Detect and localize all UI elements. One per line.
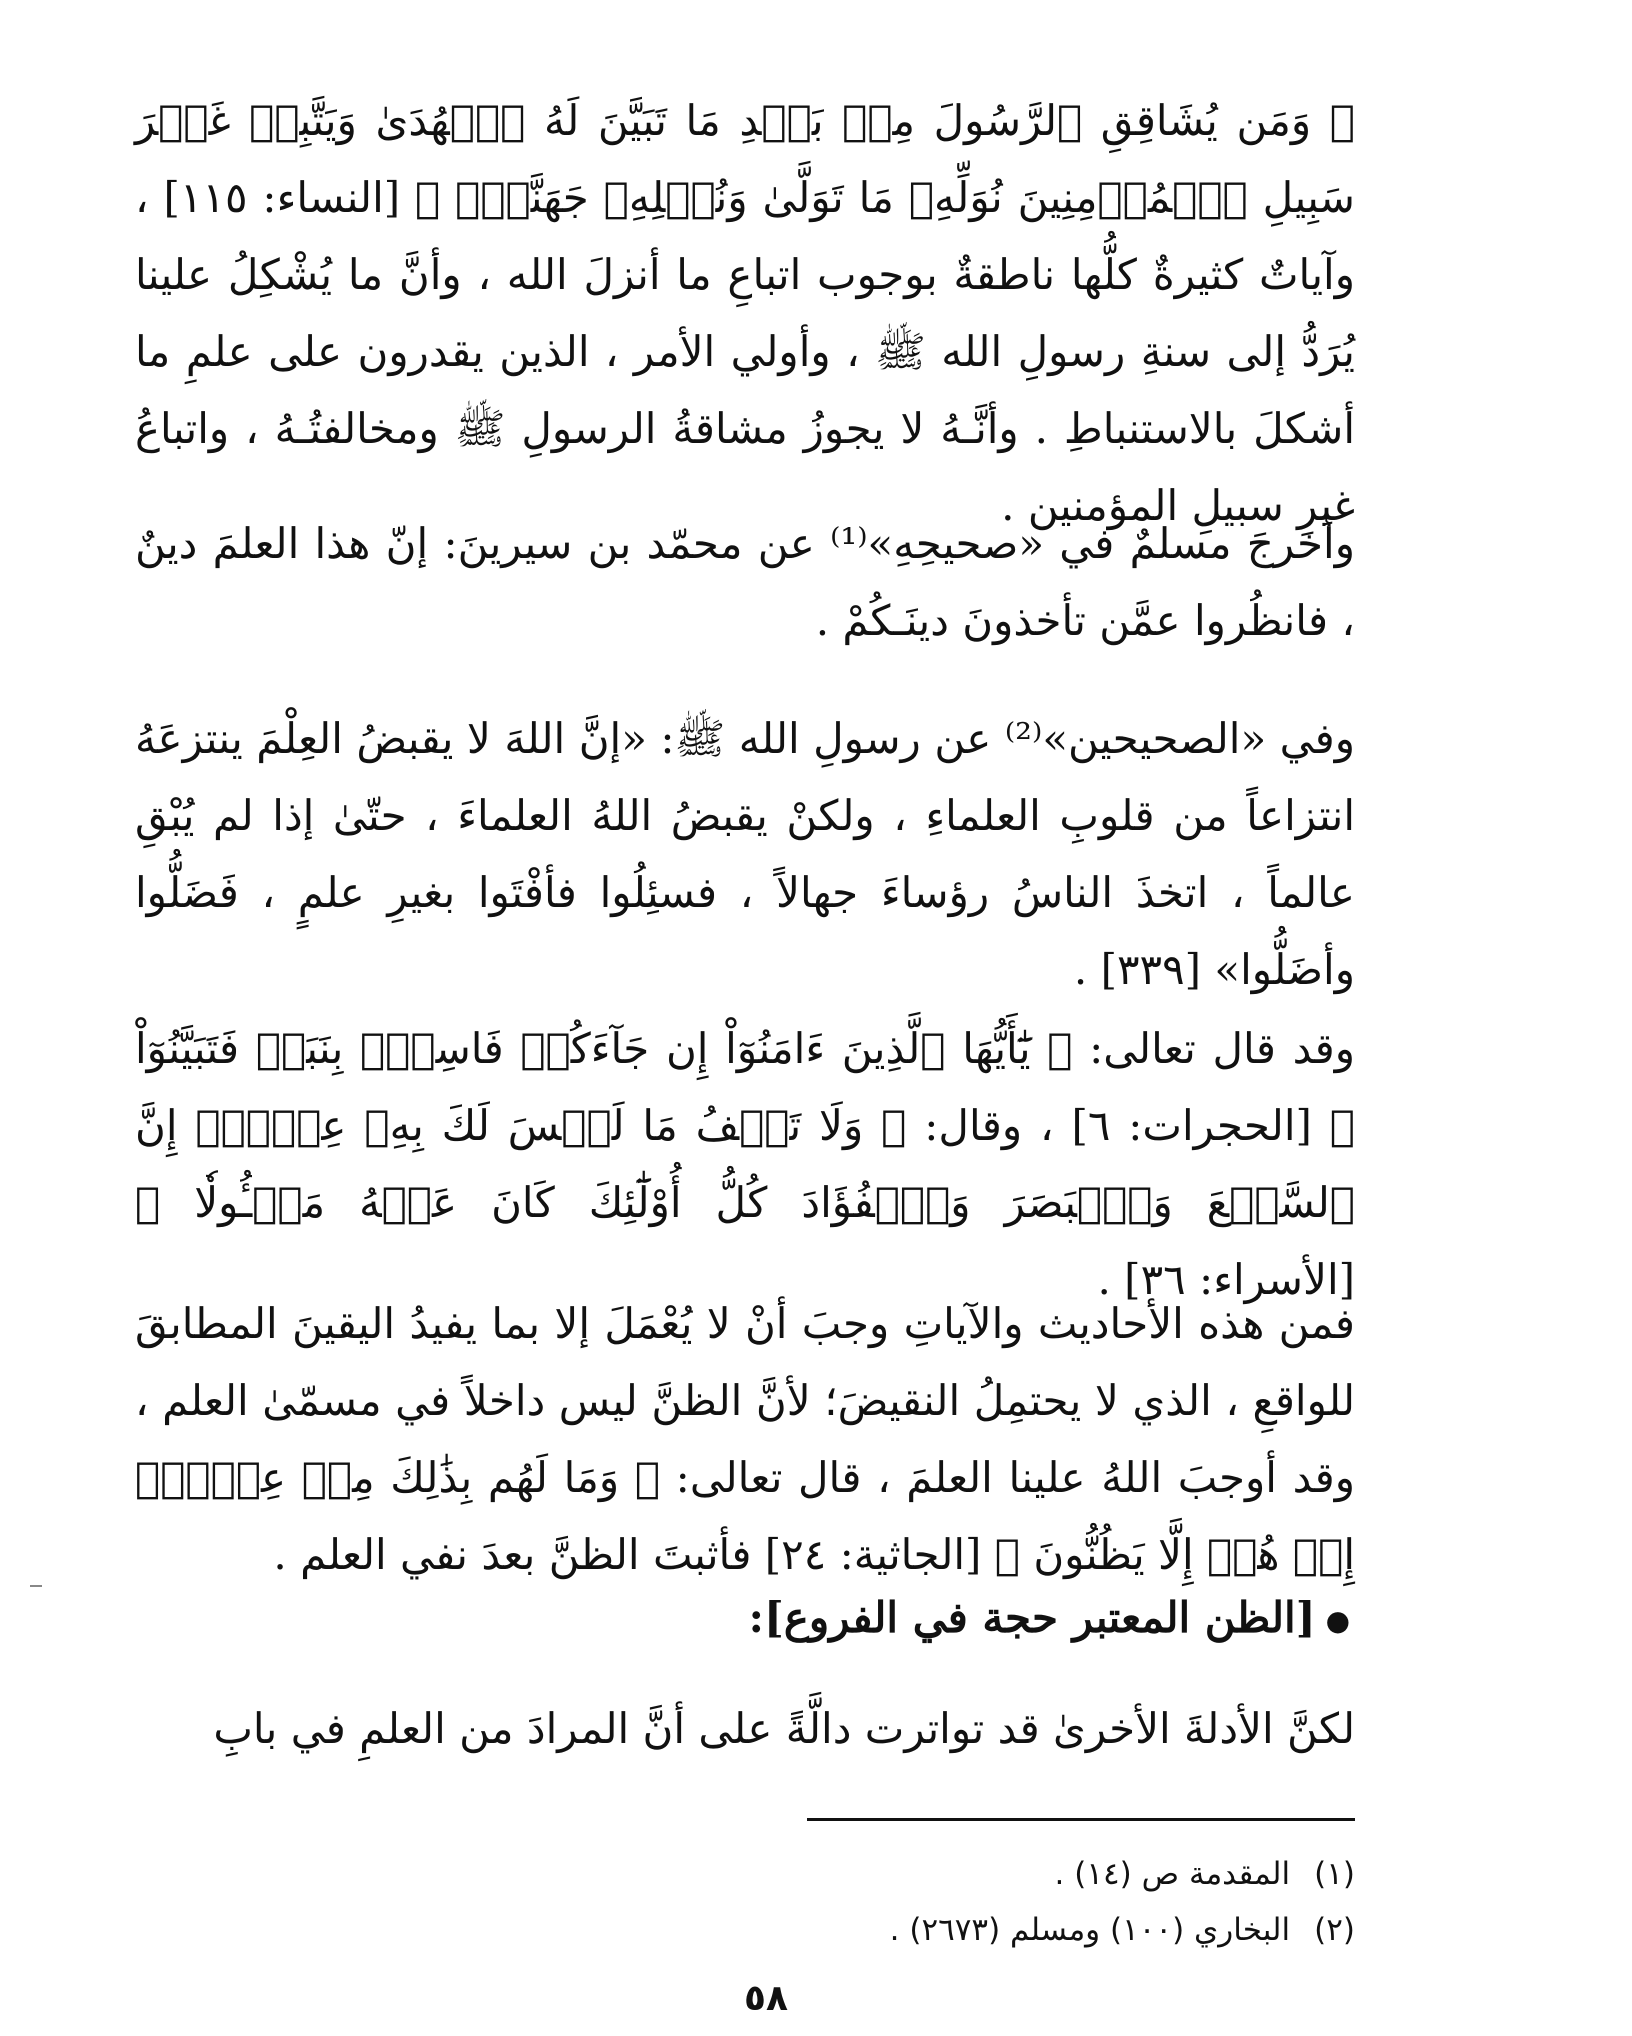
paragraph-continuation: لكنَّ الأدلةَ الأخرىٰ قد تواترت دالَّةً على أنَّ المرادَ من العلمِ في بابِ bbox=[213, 1704, 1355, 1753]
bullet-icon: ● bbox=[1325, 1604, 1350, 1637]
footnote-number: (١) bbox=[1314, 1856, 1355, 1892]
paragraph-quran-verses-hujurat-isra: وقد قال تعالى: ﴿ يَٰٓأَيُّهَا ٱلَّذِينَ ءَامَنُوٓاْ إِن جَآءَكُمۡ فَاسِقُۢ بِنَبَإٖ فَتَبَيَّنُوٓاْ ﴾ [الحجرات: ٦] ، وقال: ﴿ وَلَا تَقۡفُ مَا لَيۡسَ لَكَ بِهِۦ عِلۡمٌۚ إِنَّ ٱلسَّمۡعَ وَٱلۡبَصَرَ وَٱلۡفُؤَادَ كُلُّ أُوْلَٰٓئِكَ كَانَ عَنۡهُ مَسۡـُٔولٗا ﴾ [الأسراء: ٣٦] . bbox=[135, 1024, 1355, 1304]
section-heading-text: [الظن المعتبر حجة في الفروع]: bbox=[748, 1593, 1316, 1642]
section-heading bbox=[749, 1588, 1351, 1651]
footnote-text: البخاري (١٠٠) ومسلم (٢٦٧٣) . bbox=[889, 1912, 1291, 1948]
page-number: ٥٨ bbox=[744, 1978, 788, 2019]
footnotes bbox=[890, 1846, 1355, 1958]
paragraph-certainty-and-conjecture: فمن هذه الأحاديث والآياتِ وجبَ أنْ لا يُعْمَلَ إلا بما يفيدُ اليقينَ المطابقَ للواقعِ ، الذي لا يحتمِلُ النقيضَ؛ لأنَّ الظنَّ ليس داخلاً في مسمّىٰ العلم ، وقد أوجبَ اللهُ علينا العلمَ ، قال تعالى: ﴿ وَمَا لَهُم بِذَٰلِكَ مِنۡ عِلۡمٍۖ إِنۡ هُمۡ إِلَّا يَظُنُّونَ ﴾ [الجاثية: ٢٤] فأثبتَ الظنَّ بعدَ نفي العلم . bbox=[135, 1299, 1355, 1579]
footnote-item bbox=[890, 1846, 1355, 1902]
paragraph-hadith-knowledge: وفي «الصحيحين»⁽²⁾ عن رسولِ الله ﷺ: «إنَّ اللهَ لا يقبضُ العِلْمَ ينتزعَهُ انتزاعاً من قلوبِ العلماءِ ، ولكنْ يقبضُ اللهُ العلماءَ ، حتّىٰ إذا لم يُبْقِ عالماً ، اتخذَ الناسُ رؤساءَ جهالاً ، فسئِلُوا فأفْتَوا بغيرِ علمٍ ، فَضَلُّوا وأضَلُّوا» [٣٣٩] . bbox=[135, 714, 1355, 994]
footnote-text: المقدمة ص (١٤) . bbox=[1054, 1856, 1291, 1892]
paragraph-muslim-narration: وأخرجَ مسلمٌ في «صحيحِهِ»⁽¹⁾ عن محمّد بن سيرينَ: إنّ هذا العلمَ دينٌ ، فانظُروا عمَّن تأخذونَ دينَـكُمْ . bbox=[135, 519, 1355, 645]
margin-mark bbox=[30, 1585, 42, 1587]
paragraph-quran-verse-nisa: ﴿ وَمَن يُشَاقِقِ ٱلرَّسُولَ مِنۢ بَعۡدِ مَا تَبَيَّنَ لَهُ ٱلۡهُدَىٰ وَيَتَّبِعۡ غَيۡرَ سَبِيلِ ٱلۡمُؤۡمِنِينَ نُوَلِّهِۦ مَا تَوَلَّىٰ وَنُصۡلِهِۦ جَهَنَّمَۖ ﴾ [النساء: ١١٥] ، وآياتٌ كثيرةٌ كلُّها ناطقةٌ بوجوب اتباعِ ما أنزلَ الله ، وأنَّ ما يُشْكِلُ علينا يُرَدُّ إلى سنةِ رسولِ الله ﷺ ، وأولي الأمر ، الذين يقدرون على علمِ ما أشكلَ بالاستنباطِ . وأنَّـهُ لا يجوزُ مشاقةُ الرسولِ ﷺ ومخالفتُـهُ ، واتباعُ غيرِ سبيلِ المؤمنين . bbox=[135, 96, 1355, 530]
footnote-divider bbox=[807, 1818, 1355, 1821]
footnote-item bbox=[890, 1902, 1355, 1958]
footnote-number: (٢) bbox=[1314, 1912, 1355, 1948]
